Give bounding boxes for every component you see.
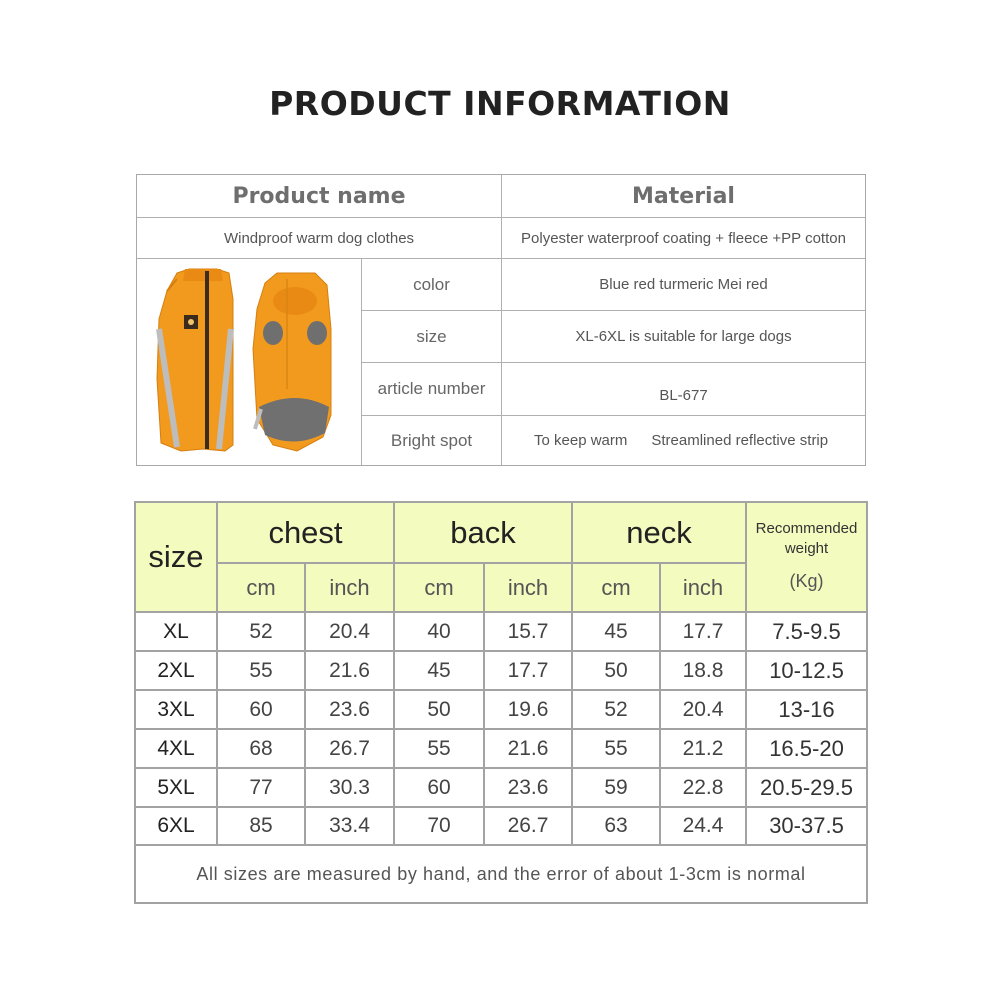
measurement-cell: 60	[249, 697, 273, 721]
measurement-cell: 19.6	[507, 697, 549, 721]
measurement-cell: 55	[249, 658, 273, 682]
measurement-cell: 70	[427, 814, 451, 837]
measurement-cell: 17.7	[507, 658, 549, 682]
measurement-cell: 21.6	[507, 736, 549, 760]
product-name-header: Product name	[232, 183, 406, 209]
measurement-cell: 50	[604, 658, 628, 682]
size-cell: 5XL	[157, 775, 195, 799]
size-cell: 4XL	[157, 736, 195, 760]
measurement-cell: 52	[604, 697, 628, 721]
bright-spot-reflective: Streamlined reflective strip	[651, 432, 829, 449]
measurement-cell: 60	[427, 775, 451, 799]
product-info-table	[136, 174, 866, 466]
size-cell: 6XL	[157, 814, 195, 837]
measurement-cell: 50	[427, 697, 451, 721]
measurement-cell: 30.3	[329, 775, 370, 799]
dog-coat-image	[137, 259, 361, 465]
measurement-cell: 55	[427, 736, 451, 760]
measurement-cell: 17.7	[682, 619, 724, 643]
measurement-cell: 21.2	[682, 736, 724, 760]
weight-cell: 16.5-20	[769, 735, 844, 761]
material-value: Polyester waterproof coating + fleece +PP cotton	[521, 229, 846, 247]
color-value: Blue red turmeric Mei red	[599, 276, 768, 293]
measurement-cell: 23.6	[507, 775, 549, 799]
measurement-cell: 68	[249, 736, 273, 760]
size-cell: 3XL	[157, 697, 195, 721]
measurement-cell: 20.4	[329, 619, 370, 643]
measurement-cell: 18.8	[682, 658, 724, 682]
chest-inch-header: inch	[329, 574, 370, 600]
weight-cell: 30-37.5	[769, 813, 844, 838]
weight-cell: 10-12.5	[769, 657, 844, 683]
size-label: size	[416, 326, 447, 346]
measurement-cell: 45	[604, 619, 628, 643]
measurement-cell: 45	[427, 658, 451, 682]
weight-cell: 13-16	[778, 696, 835, 722]
size-chart-table	[134, 501, 868, 904]
measurement-cell: 59	[604, 775, 628, 799]
weight-unit: (Kg)	[789, 570, 824, 591]
neck-cm-header: cm	[601, 574, 631, 600]
size-cell: XL	[163, 619, 189, 643]
measurement-cell: 22.8	[682, 775, 724, 799]
neck-header: neck	[626, 514, 692, 550]
measurement-note: All sizes are measured by hand, and the error of about 1-3cm is normal	[196, 863, 806, 884]
size-value: XL-6XL is suitable for large dogs	[575, 328, 792, 345]
color-label: color	[413, 274, 450, 294]
chest-cm-header: cm	[246, 574, 276, 600]
measurement-cell: 52	[249, 619, 273, 643]
recommended-weight-header: Recommended weight	[755, 520, 858, 557]
measurement-cell: 26.7	[507, 814, 549, 837]
measurement-cell: 24.4	[682, 814, 724, 837]
measurement-cell: 26.7	[329, 736, 370, 760]
back-inch-header: inch	[507, 574, 549, 600]
measurement-cell: 33.4	[329, 814, 370, 837]
measurement-cell: 55	[604, 736, 628, 760]
measurement-cell: 63	[604, 814, 628, 837]
size-cell: 2XL	[157, 658, 195, 682]
measurement-cell: 40	[427, 619, 451, 643]
size-column-header: size	[148, 539, 204, 574]
coat-back-view	[253, 273, 331, 451]
material-header: Material	[632, 183, 735, 209]
product-name-value: Windproof warm dog clothes	[223, 229, 415, 247]
weight-cell: 20.5-29.5	[760, 774, 853, 800]
measurement-cell: 15.7	[507, 619, 549, 643]
article-number-label: article number	[377, 379, 486, 398]
measurement-cell: 21.6	[329, 658, 370, 682]
back-cm-header: cm	[424, 574, 454, 600]
page-title: PRODUCT INFORMATION	[269, 84, 731, 123]
chest-header: chest	[268, 514, 343, 550]
bright-spot-label: Bright spot	[390, 430, 473, 450]
coat-front-view	[157, 269, 233, 451]
article-number-value: BL-677	[659, 386, 708, 404]
product-photo	[137, 259, 361, 465]
weight-cell: 7.5-9.5	[772, 618, 841, 644]
measurement-cell: 23.6	[329, 697, 370, 721]
measurement-cell: 85	[249, 814, 273, 837]
neck-inch-header: inch	[682, 574, 724, 600]
bright-spot-warm: To keep warm	[534, 432, 628, 449]
measurement-cell: 20.4	[682, 697, 724, 721]
back-header: back	[450, 514, 516, 550]
measurement-cell: 77	[249, 775, 273, 799]
